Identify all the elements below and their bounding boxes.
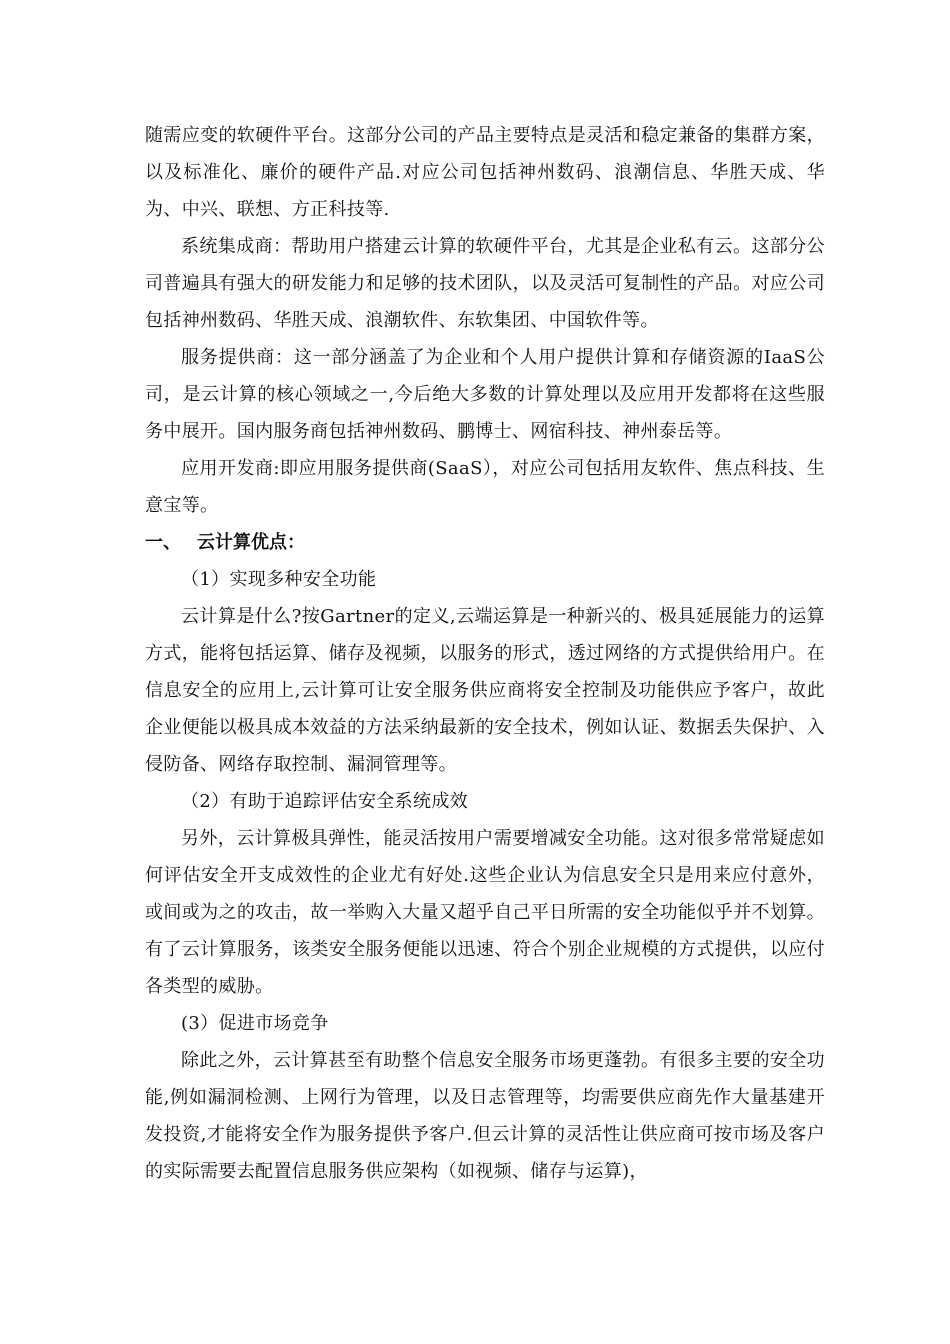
paragraph-track-evaluate: 另外，云计算极具弹性，能灵活按用户需要增减安全功能。这对很多常常疑虑如何评估安全开支成效性的企业尤有好处.这些企业认为信息安全只是用来应付意外，或间或为之的攻击，故一举购入大量又超乎自己平日所需的安全功能似乎并不划算。有了云计算服务，该类安全服务便能以迅速、符合个别企业规模的方式提供，以应付各类型的威胁。 — [145, 828, 825, 997]
heading-title: 云计算优点： — [197, 532, 305, 553]
subtitle-security-functions: （1）实现多种安全功能 — [181, 569, 377, 590]
paragraph-security-functions: 云计算是什么?按Gartner的定义,云端运算是一种新兴的、极具延展能力的运算方式，能将包括运算、储存及视频，以服务的形式，透过网络的方式提供给用户。在信息安全的应用上,云计算可让安全服务供应商将安全控制及功能供应予客户，故此企业便能以极具成本效益的方法采纳最新的安全技术，例如认证、数据丢失保护、入侵防备、网络存取控制、漏洞管理等。 — [145, 606, 825, 775]
paragraph-system-integrators: 系统集成商：帮助用户搭建云计算的软硬件平台，尤其是企业私有云。这部分公司普遍具有强大的研发能力和足够的技术团队，以及灵活可复制性的产品。对应公司包括神州数码、华胜天成、浪潮软件、东软集团、中国软件等。 — [145, 236, 825, 331]
paragraph-application-developers: 应用开发商:即应用服务提供商(SaaS），对应公司包括用友软件、焦点科技、生意宝等。 — [145, 458, 825, 516]
subtitle-track-evaluate: （2）有助于追踪评估安全系统成效 — [181, 791, 469, 812]
section-heading — [145, 524, 825, 561]
subtitle-market-competition: (3）促进市场竞争 — [181, 1013, 329, 1034]
paragraph-market-competition: 除此之外，云计算甚至有助整个信息安全服务市场更蓬勃。有很多主要的安全功能,例如漏洞检测、上网行为管理，以及日志管理等，均需要供应商先作大量基建开发投资,才能将安全作为服务提供予客户.但云计算的灵活性让供应商可按市场及客户的实际需要去配置信息服务供应架构（如视频、储存与运算)， — [145, 1050, 825, 1182]
paragraph-service-providers: 服务提供商：这一部分涵盖了为企业和个人用户提供计算和存储资源的IaaS公司，是云计算的核心领域之一,今后绝大多数的计算处理以及应用开发都将在这些服务中展开。国内服务商包括神州数码、鹏博士、网宿科技、神州泰岳等。 — [145, 347, 825, 442]
heading-number: 一、 — [145, 532, 181, 553]
paragraph-hardware-vendors: 随需应变的软硬件平台。这部分公司的产品主要特点是灵活和稳定兼备的集群方案，以及标准化、廉价的硬件产品.对应公司包括神州数码、浪潮信息、华胜天成、华为、中兴、联想、方正科技等. — [145, 125, 825, 220]
document-body — [145, 117, 825, 1190]
